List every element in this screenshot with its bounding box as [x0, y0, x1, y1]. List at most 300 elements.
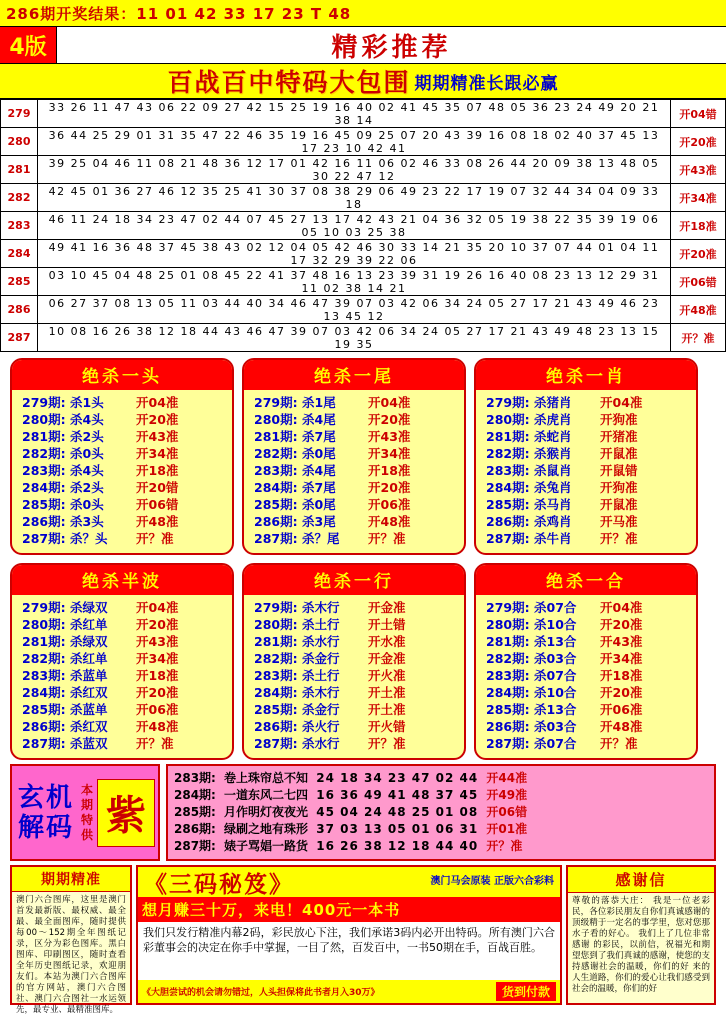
row-kill: 杀水行: [302, 634, 340, 649]
row-numbers: 33 26 11 47 43 06 22 09 27 42 15 25 19 16 40 02 41 45 35 07 48 05 36 23 24 49 20 21 38 14: [38, 100, 671, 128]
list-item: [486, 667, 686, 684]
list-item: [22, 462, 222, 479]
row-result: 开20准: [671, 240, 726, 268]
row-kill: 杀土行: [302, 617, 340, 632]
footer-col2-foot-left: 《大胆尝试的机会请勿错过，人头担保将此书者月入30万》: [142, 988, 380, 998]
list-item: [254, 718, 454, 735]
row-result: 开土准: [368, 702, 406, 717]
row-result: 开34准: [136, 651, 179, 666]
row-numbers: 10 08 16 26 38 12 18 44 43 46 47 39 07 03 42 06 34 24 05 27 17 21 43 49 48 23 13 15 19 35: [38, 324, 671, 352]
footer-col1-body: 澳门六合图库，这里是澳门首发最新版、最权威、最全最、最全面图库，随时提供每00～152期全年图纸记录，区分为彩色图库。黑白图库、印刷图区，随时查看全年历史图纸记录，欢迎朋友们。本站为澳门六合图库的官方网站，澳门六合图社、澳门六合图社一水运领先，最专业、最精准图库。: [16, 895, 126, 1015]
row-kill: 杀4头: [70, 412, 104, 427]
row-kill: 杀土行: [302, 668, 340, 683]
row-period: 287期:: [486, 736, 530, 751]
row-result: 开？准: [136, 531, 174, 546]
list-item: [486, 462, 686, 479]
box-body: [244, 595, 464, 758]
row-period: 283期:: [486, 668, 530, 683]
list-item: [22, 684, 222, 701]
row-period: 285期:: [486, 497, 530, 512]
poem-text: 月作明灯夜夜光: [224, 805, 309, 819]
row-period: 283期:: [486, 463, 530, 478]
row-result: 开04准: [136, 395, 179, 410]
row-kill: 杀13合: [534, 702, 577, 717]
row-result: 开06准: [368, 497, 411, 512]
list-item: [174, 821, 708, 838]
row-result: 开猪准: [600, 429, 638, 444]
row-result: 开？准: [671, 324, 726, 352]
row-period: 281期:: [254, 634, 298, 649]
row-period: 280期:: [22, 617, 66, 632]
row-period: 284期:: [22, 480, 66, 495]
row-period: 287期:: [22, 531, 66, 546]
list-item: [486, 684, 686, 701]
list-item: [22, 718, 222, 735]
poem-period: 287期:: [174, 839, 216, 853]
row-kill: 杀蛇肖: [534, 429, 572, 444]
list-item: [22, 411, 222, 428]
row-result: 开狗准: [600, 412, 638, 427]
row-kill: 杀3头: [70, 514, 104, 529]
row-result: 开鼠准: [600, 497, 638, 512]
row-period: 285期:: [22, 497, 66, 512]
list-item: [22, 513, 222, 530]
xuanji-line2: 解码: [17, 812, 74, 843]
list-item: [174, 770, 708, 787]
row-period: 282: [1, 184, 38, 212]
row-result: 开20准: [136, 617, 179, 632]
row-kill: 杀金行: [302, 702, 340, 717]
list-item: [486, 496, 686, 513]
list-item: [22, 633, 222, 650]
row-kill: 杀2头: [70, 480, 104, 495]
row-kill: 杀鸡肖: [534, 514, 572, 529]
row-period: 282期:: [486, 651, 530, 666]
row-period: 286期:: [254, 719, 298, 734]
mid-section: [0, 760, 726, 861]
row-kill: 杀0头: [70, 446, 104, 461]
row-kill: 杀绿双: [70, 634, 108, 649]
row-period: 281期:: [22, 634, 66, 649]
footer-col2-slogan: 想月赚三十万，来电！400元一本书: [138, 897, 560, 922]
box-body: [12, 390, 232, 553]
row-result: 开48准: [671, 296, 726, 324]
row-period: 286期:: [254, 514, 298, 529]
result-header: 286期开奖结果：11 01 42 33 17 23 T 48: [0, 0, 726, 27]
list-item: [254, 735, 454, 752]
row-period: 280期:: [486, 412, 530, 427]
row-result: 开？准: [136, 736, 174, 751]
row-kill: 杀木行: [302, 600, 340, 615]
list-item: [22, 650, 222, 667]
list-item: [22, 701, 222, 718]
poem-numbers: 24 18 34 23 47 02 44: [316, 771, 479, 785]
poem-period: 286期:: [174, 822, 216, 836]
row-result: 开20准: [368, 480, 411, 495]
promo-banner: [0, 64, 726, 99]
table-row: [1, 100, 726, 128]
row-period: 279期:: [486, 600, 530, 615]
row-result: 开34准: [600, 651, 643, 666]
row-result: 开？准: [368, 531, 406, 546]
list-item: [254, 667, 454, 684]
list-item: [486, 445, 686, 462]
version-badge: 4版: [0, 27, 57, 63]
footer-col2-title: 《三码秘笈》: [144, 871, 294, 898]
page-title: 精彩推荐: [57, 27, 726, 63]
list-item: [254, 513, 454, 530]
row-result: 开20准: [600, 617, 643, 632]
box-title: 绝杀一尾: [244, 360, 464, 390]
row-result: 开34准: [136, 446, 179, 461]
row-kill: 杀猪肖: [534, 395, 572, 410]
row-result: 开43准: [671, 156, 726, 184]
row-kill: 杀绿双: [70, 600, 108, 615]
row-result: 开鼠准: [600, 446, 638, 461]
list-item: [254, 616, 454, 633]
row-period: 285: [1, 268, 38, 296]
row-kill: 杀4尾: [302, 463, 336, 478]
row-result: 开04错: [671, 100, 726, 128]
row-period: 285期:: [486, 702, 530, 717]
row-period: 282期:: [22, 651, 66, 666]
list-item: [486, 701, 686, 718]
row-result: 开？准: [600, 531, 638, 546]
list-item: [486, 428, 686, 445]
row-period: 284期:: [254, 480, 298, 495]
row-kill: 杀火行: [302, 719, 340, 734]
row-period: 283期:: [22, 463, 66, 478]
row-kill: 杀3尾: [302, 514, 336, 529]
row-period: 287期:: [254, 531, 298, 546]
footer-col-sanma: [136, 865, 562, 1005]
poem-period: 284期:: [174, 788, 216, 802]
row-kill: 杀蓝单: [70, 668, 108, 683]
row-result: 开48准: [368, 514, 411, 529]
table-row: [1, 184, 726, 212]
poem-result: 开06错: [486, 805, 528, 819]
xuanji-title: [15, 783, 77, 843]
row-kill: 杀兔肖: [534, 480, 572, 495]
row-kill: 杀猴肖: [534, 446, 572, 461]
list-item: [22, 616, 222, 633]
list-item: [486, 530, 686, 547]
list-item: [22, 479, 222, 496]
list-item: [486, 599, 686, 616]
footer-col1-title: 期期精准: [12, 867, 130, 892]
box-title: 绝杀一肖: [476, 360, 696, 390]
row-kill: 杀？头: [70, 531, 108, 546]
banner-sub-text: 期期精准长跟必赢: [414, 73, 559, 94]
row-period: 282期:: [254, 651, 298, 666]
row-kill: 杀？尾: [302, 531, 340, 546]
row-result: 开43准: [136, 429, 179, 444]
xuanji-line1: 玄机: [17, 782, 74, 813]
row-result: 开20准: [136, 685, 179, 700]
box-body: [12, 595, 232, 758]
list-item: [254, 530, 454, 547]
list-item: [254, 684, 454, 701]
row-period: 284期:: [254, 685, 298, 700]
row-result: 开18准: [671, 212, 726, 240]
row-kill: 杀虎肖: [534, 412, 572, 427]
row-period: 285期:: [254, 702, 298, 717]
list-item: [254, 479, 454, 496]
row-period: 280: [1, 128, 38, 156]
row-result: 开火错: [368, 719, 406, 734]
row-period: 286期:: [486, 514, 530, 529]
list-item: [254, 445, 454, 462]
row-result: 开04准: [600, 395, 643, 410]
row-kill: 杀07合: [534, 736, 577, 751]
row-period: 281: [1, 156, 38, 184]
poem-numbers: 16 36 49 41 48 37 45: [316, 788, 479, 802]
list-item: [22, 667, 222, 684]
row-kill: 杀金行: [302, 651, 340, 666]
row-result: 开06准: [136, 702, 179, 717]
row-kill: 杀13合: [534, 634, 577, 649]
poem-result: 开49准: [486, 788, 528, 802]
row-period: 282期:: [486, 446, 530, 461]
xuanji-char: 紫: [106, 793, 146, 839]
table-row: [1, 268, 726, 296]
row-result: 开43准: [368, 429, 411, 444]
box-title: 绝杀一头: [12, 360, 232, 390]
row-kill: 杀10合: [534, 617, 577, 632]
poem-text: 一道东风二七四: [224, 788, 309, 802]
row-result: 开18准: [136, 463, 179, 478]
row-kill: 杀07合: [534, 600, 577, 615]
row-result: 开20准: [368, 412, 411, 427]
row-kill: 杀红单: [70, 617, 108, 632]
list-item: [254, 599, 454, 616]
table-row: [1, 212, 726, 240]
row-kill: 杀马肖: [534, 497, 572, 512]
row-period: 286: [1, 296, 38, 324]
row-period: 280期:: [254, 412, 298, 427]
row-period: 285期:: [22, 702, 66, 717]
footer-col3-body: 尊敬的落恭大庄： 我是一位老彩民，各位彩民朋友自你们真诚感谢的顶级精于一定名的事学里，您对您那水子看的好心。 我们上了几位非常感谢 的彩民，以前信，祝福光和期望您到了我们真诚的感谢，使您的支持感谢社会的温暖，你们的好 来的人生道路，你们的爱心让我们感受到社会的温暖，你们的好: [572, 896, 710, 994]
row-numbers: 39 25 04 46 11 08 21 48 36 12 17 01 42 16 11 06 02 46 33 08 26 44 20 09 38 13 48 05 30 22 47 12: [38, 156, 671, 184]
row-result: 开34准: [368, 446, 411, 461]
row-result: 开48准: [136, 719, 179, 734]
row-period: 283期:: [254, 668, 298, 683]
list-item: [22, 445, 222, 462]
list-item: [486, 513, 686, 530]
row-kill: 杀0尾: [302, 497, 336, 512]
row-result: 开马准: [600, 514, 638, 529]
row-numbers: 49 41 16 36 48 37 45 38 43 02 12 04 05 42 46 30 33 14 21 35 20 10 37 07 44 01 04 11 17 32 29 39 22 06: [38, 240, 671, 268]
list-item: [22, 428, 222, 445]
poem-result: 开44准: [486, 771, 528, 785]
row-numbers: 03 10 45 04 48 25 01 08 45 22 41 37 48 16 13 23 39 31 19 26 16 40 08 23 13 12 29 31 11 02 38 14 21: [38, 268, 671, 296]
poem-text: 绿刷之地有珠形: [224, 822, 309, 836]
row-period: 279期:: [254, 600, 298, 615]
box-sha-yi-wei: [242, 358, 466, 555]
poem-text: 卷上珠帘总不知: [224, 771, 309, 785]
footer-col2-head: [138, 867, 560, 897]
list-item: [174, 787, 708, 804]
box-sha-yi-xiao: [474, 358, 698, 555]
list-item: [486, 616, 686, 633]
row-kill: 杀红单: [70, 651, 108, 666]
box-sha-ban-bo: [10, 563, 234, 760]
list-item: [254, 633, 454, 650]
list-item: [254, 496, 454, 513]
footer-col-thanks: [566, 865, 716, 1005]
row-result: 开20准: [671, 128, 726, 156]
row-result: 开34准: [671, 184, 726, 212]
table-row: [1, 156, 726, 184]
box-sha-yi-he: [474, 563, 698, 760]
numbers-table: [0, 99, 726, 352]
poem-period: 285期:: [174, 805, 216, 819]
list-item: [22, 394, 222, 411]
row-numbers: 36 44 25 29 01 31 35 47 22 46 35 19 16 45 09 25 07 20 43 39 16 08 18 02 40 37 45 13 17 23 10 42 41: [38, 128, 671, 156]
row-kill: 杀0头: [70, 497, 104, 512]
list-item: [174, 804, 708, 821]
row-result: 开18准: [136, 668, 179, 683]
row-result: 开20错: [136, 480, 179, 495]
list-item: [486, 735, 686, 752]
row-kill: 杀4头: [70, 463, 104, 478]
row-result: 开土错: [368, 617, 406, 632]
list-item: [254, 462, 454, 479]
footer-section: [0, 861, 726, 1015]
row-kill: 杀木行: [302, 685, 340, 700]
box-sha-yi-hang: [242, 563, 466, 760]
row-kill: 杀牛肖: [534, 531, 572, 546]
row-period: 279期:: [22, 395, 66, 410]
row-period: 287期:: [22, 736, 66, 751]
row-result: 开48准: [136, 514, 179, 529]
table-row: [1, 324, 726, 352]
list-item: [254, 411, 454, 428]
row-result: 开金准: [368, 600, 406, 615]
xuanji-panel: [10, 764, 160, 861]
list-item: [22, 735, 222, 752]
row-result: 开20准: [136, 412, 179, 427]
row-period: 284期:: [486, 685, 530, 700]
box-body: [244, 390, 464, 553]
row-result: 开06错: [671, 268, 726, 296]
table-row: [1, 296, 726, 324]
row-kill: 杀红双: [70, 719, 108, 734]
list-item: [22, 530, 222, 547]
box-title: 绝杀半波: [12, 565, 232, 595]
row-period: 281期:: [486, 429, 530, 444]
list-item: [22, 496, 222, 513]
poem-numbers: 37 03 13 05 01 06 31: [316, 822, 479, 836]
row-period: 283期:: [22, 668, 66, 683]
row-result: 开鼠错: [600, 463, 638, 478]
xuanji-char-box: [97, 779, 155, 847]
row-period: 280期:: [22, 412, 66, 427]
list-item: [254, 394, 454, 411]
row-result: 开？准: [600, 736, 638, 751]
row-period: 281期:: [22, 429, 66, 444]
poem-text: 婊子骂娼一路货: [224, 839, 309, 853]
list-item: [254, 428, 454, 445]
list-item: [486, 394, 686, 411]
row-kill: 杀7尾: [302, 429, 336, 444]
list-item: [22, 599, 222, 616]
row-result: 开金准: [368, 651, 406, 666]
title-row: [0, 27, 726, 64]
xuanji-note-1: 本期: [80, 782, 93, 812]
row-result: 开04准: [600, 600, 643, 615]
row-result: 开狗准: [600, 480, 638, 495]
footer-col2-foot: [138, 980, 560, 1003]
footer-col3-title: 感谢信: [568, 867, 714, 893]
row-kill: 杀03合: [534, 651, 577, 666]
row-result: 开43准: [136, 634, 179, 649]
row-period: 284: [1, 240, 38, 268]
box-title: 绝杀一行: [244, 565, 464, 595]
row-result: 开48准: [600, 719, 643, 734]
row-period: 284期:: [486, 480, 530, 495]
row-kill: 杀2头: [70, 429, 104, 444]
row-kill: 杀蓝单: [70, 702, 108, 717]
banner-main-text: 百战百中特码大包围: [167, 68, 411, 97]
row-period: 279期:: [254, 395, 298, 410]
row-period: 283期:: [254, 463, 298, 478]
list-item: [254, 701, 454, 718]
footer-col2-body: 我们只发行精准内幕2码，彩民放心下注，我们承诺3码内必开出特码。所有澳门六合彩董事会的决定在你手中掌握，一目了然，百发百中，一书50期在手，百战百胜。: [143, 926, 555, 954]
prediction-boxes: [0, 352, 726, 760]
list-item: [486, 718, 686, 735]
row-period: 287期:: [486, 531, 530, 546]
table-row: [1, 128, 726, 156]
row-period: 280期:: [486, 617, 530, 632]
row-period: 279: [1, 100, 38, 128]
row-result: 开？准: [368, 736, 406, 751]
list-item: [486, 411, 686, 428]
box-body: [476, 390, 696, 553]
row-period: 279期:: [486, 395, 530, 410]
prediction-poems: [166, 764, 716, 861]
row-period: 279期:: [22, 600, 66, 615]
row-period: 287: [1, 324, 38, 352]
row-result: 开04准: [136, 600, 179, 615]
poem-numbers: 16 26 38 12 18 44 40: [316, 839, 479, 853]
poem-result: 开？准: [486, 839, 523, 853]
row-kill: 杀10合: [534, 685, 577, 700]
list-item: [174, 838, 708, 855]
row-numbers: 06 27 37 08 13 05 11 03 44 40 34 46 47 39 07 03 42 06 34 24 05 27 17 21 43 49 46 23 13 45 12: [38, 296, 671, 324]
list-item: [486, 650, 686, 667]
table-row: [1, 240, 726, 268]
row-result: 开04准: [368, 395, 411, 410]
footer-col2-subtitle: 澳门马会原装 正版六合彩料: [430, 876, 554, 887]
row-result: 开06准: [600, 702, 643, 717]
poem-result: 开01准: [486, 822, 528, 836]
footer-col-qiqi: [10, 865, 132, 1015]
list-item: [486, 633, 686, 650]
row-kill: 杀1尾: [302, 395, 336, 410]
row-kill: 杀7尾: [302, 480, 336, 495]
row-kill: 杀1头: [70, 395, 104, 410]
box-sha-yi-tou: [10, 358, 234, 555]
row-kill: 杀0尾: [302, 446, 336, 461]
row-result: 开06错: [136, 497, 179, 512]
row-kill: 杀07合: [534, 668, 577, 683]
poem-period: 283期:: [174, 771, 216, 785]
row-period: 286期:: [22, 514, 66, 529]
row-period: 282期:: [22, 446, 66, 461]
row-numbers: 46 11 24 18 34 23 47 02 44 07 45 27 13 17 42 43 21 04 36 32 05 19 38 22 35 39 19 06 05 10 03 25 38: [38, 212, 671, 240]
numbers-table-body: [1, 100, 726, 352]
